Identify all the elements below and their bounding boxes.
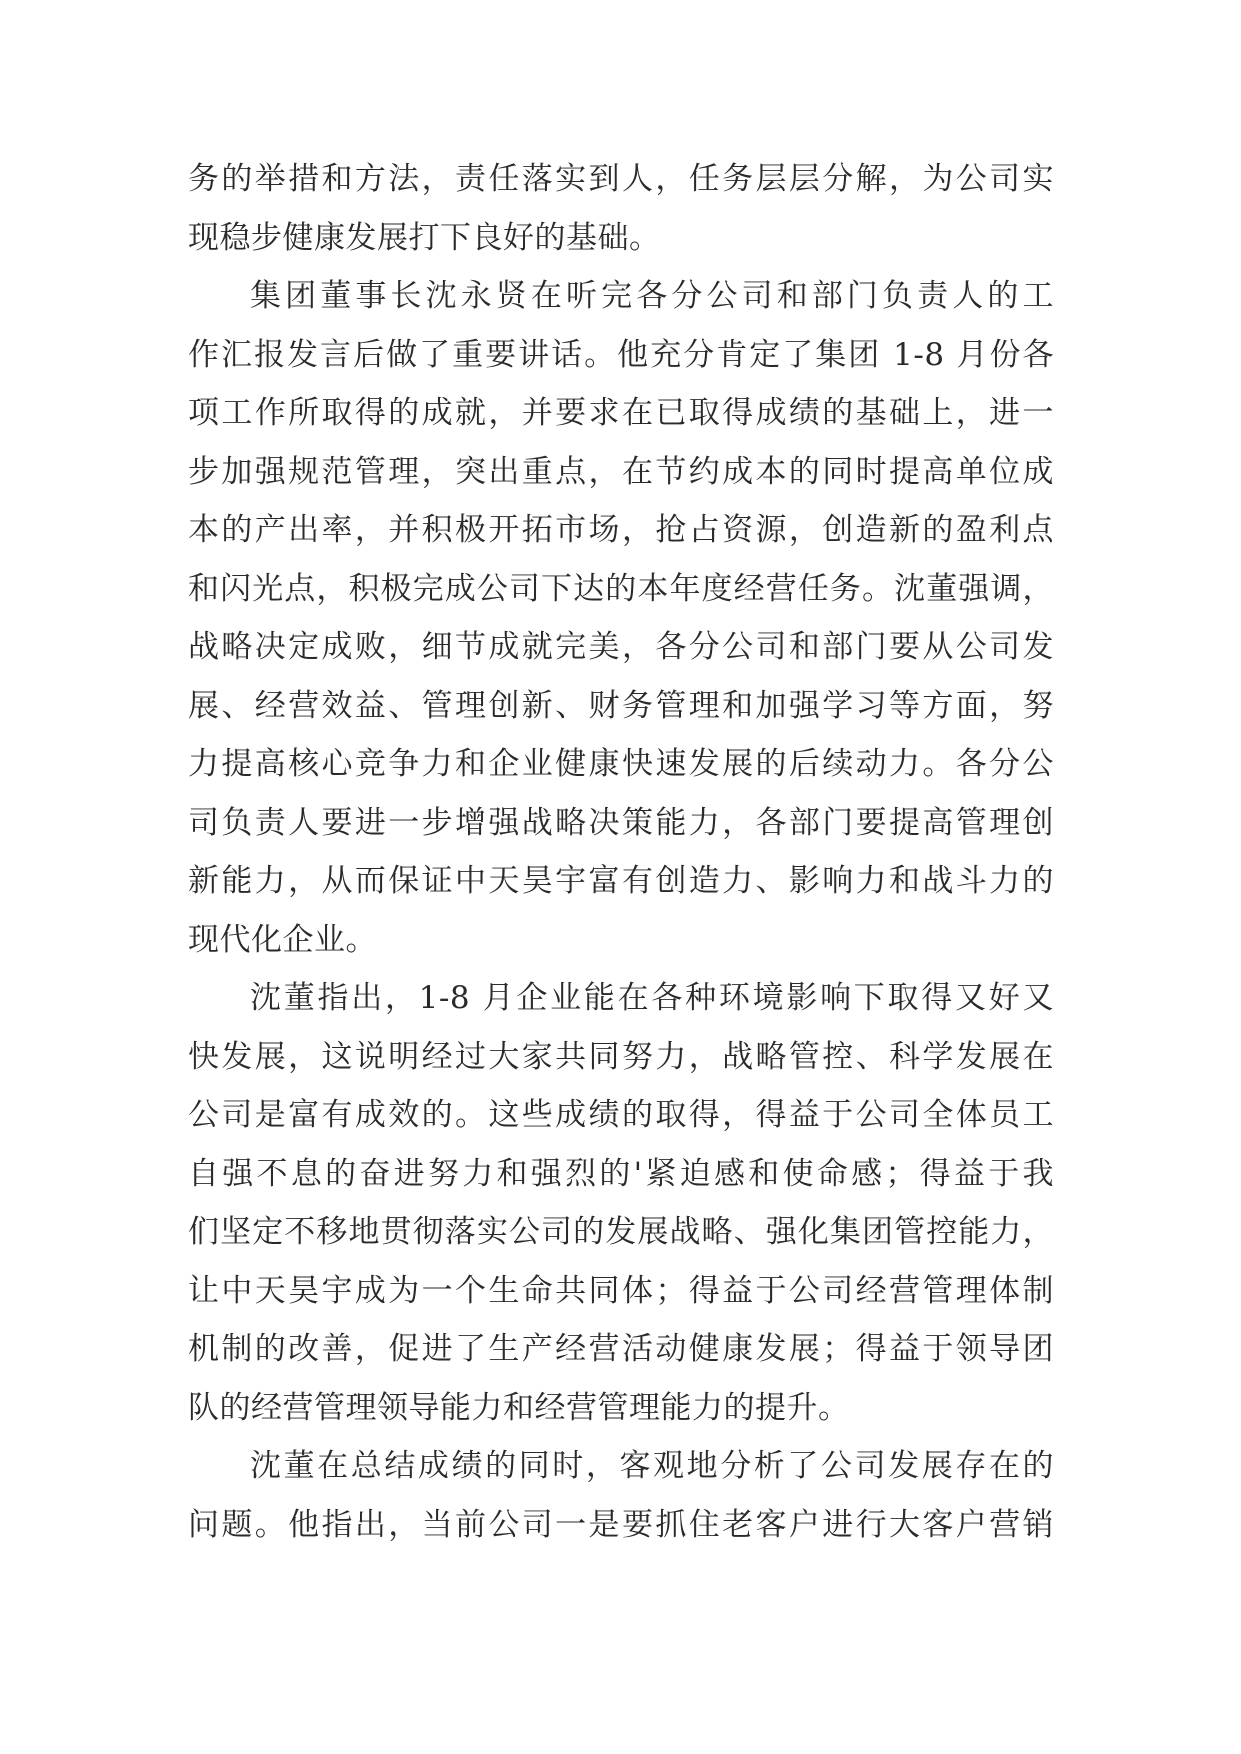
text-line: 力提高核心竞争力和企业健康快速发展的后续动力。各分公: [188, 746, 1054, 782]
text-line: 公司是富有成效的。这些成绩的取得，得益于公司全体员工: [188, 1097, 1054, 1133]
text-line: 机制的改善，促进了生产经营活动健康发展；得益于领导团: [188, 1331, 1054, 1367]
text-line: 项工作所取得的成就，并要求在已取得成绩的基础上，进一: [188, 395, 1054, 431]
text-line: 现稳步健康发展打下良好的基础。: [188, 219, 661, 256]
text-line: 集团董事长沈永贤在听完各分公司和部门负责人的工: [250, 278, 1054, 314]
text-line: 司负责人要进一步增强战略决策能力，各部门要提高管理创: [188, 804, 1054, 841]
text-line: 新能力，从而保证中天昊宇富有创造力、影响力和战斗力的: [188, 863, 1054, 899]
text-line: 和闪光点，积极完成公司下达的本年度经营任务。沈董强调，: [188, 570, 1054, 607]
text-line: 现代化企业。: [188, 921, 377, 958]
text-line: 自强不息的奋进努力和强烈的'紧迫感和使命感；得益于我: [188, 1155, 1054, 1192]
text-line: 沈董在总结成绩的同时，客观地分析了公司发展存在的: [250, 1448, 1054, 1484]
text-line: 展、经营效益、管理创新、财务管理和加强学习等方面，努: [188, 687, 1054, 724]
text-line: 战略决定成败，细节成就完美，各分公司和部门要从公司发: [188, 629, 1054, 665]
text-line: 沈董指出，1-8 月企业能在各种环境影响下取得又好又: [250, 980, 1054, 1016]
text-line: 作汇报发言后做了重要讲话。他充分肯定了集团 1-8 月份各: [188, 336, 1054, 373]
text-line: 步加强规范管理，突出重点，在节约成本的同时提高单位成: [188, 453, 1054, 490]
text-line: 们坚定不移地贯彻落实公司的发展战略、强化集团管控能力，: [188, 1214, 1054, 1250]
body-text: [188, 150, 1054, 1554]
text-line: 快发展，这说明经过大家共同努力，战略管控、科学发展在: [188, 1038, 1054, 1075]
text-line: 务的举措和方法，责任落实到人，任务层层分解，为公司实: [188, 161, 1054, 197]
text-line: 让中天昊宇成为一个生命共同体；得益于公司经营管理体制: [188, 1272, 1054, 1309]
text-line: 队的经营管理领导能力和经营管理能力的提升。: [188, 1389, 850, 1426]
text-line: 本的产出率，并积极开拓市场，抢占资源，创造新的盈利点: [188, 512, 1054, 548]
text-line: 问题。他指出，当前公司一是要抓住老客户进行大客户营销: [188, 1506, 1054, 1543]
